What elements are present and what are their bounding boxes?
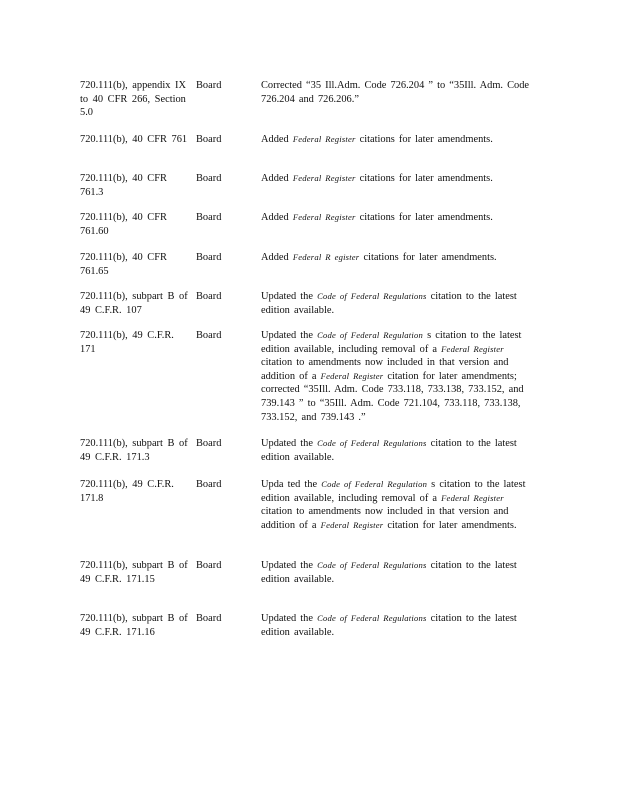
note-cell (261, 211, 533, 225)
note-text: citations for later amendments. (359, 252, 497, 263)
note-text: citations for later amendments. (355, 212, 493, 223)
italic-citation-text: Federal R egister (292, 252, 360, 262)
italic-citation-text: Code of Federal Regulations (317, 560, 427, 570)
section-cell: 720.111(b), subpart B of 49 C.F.R. 171.15 (80, 560, 188, 585)
source-cell: Board (196, 80, 222, 91)
note-text: citation to the latest edition available. (261, 560, 517, 585)
source-cell: Board (196, 291, 222, 302)
note-cell (261, 290, 533, 317)
italic-citation-text: Federal Register (320, 370, 384, 381)
note-text: Added (261, 173, 293, 184)
note-text: Corrected “35 Ill.Adm. Code 726.204 ” to “35Ill. Adm. Code 726.204 and 726.206.” (261, 80, 530, 105)
note-text: citation to amendments now included in that version and addition of a (261, 506, 509, 531)
note-text: citation for later amendments; corrected “35Ill. Adm. Code 733.118, 733.138, 733.152, and 739.143 ” to “35Ill. Adm. Code 721.104, 733.118, 733.138, 733.152, and 739.143 .” (261, 370, 524, 423)
note-text: citation to amendments now included in that version and addition of a (261, 357, 509, 382)
note-cell (261, 612, 533, 639)
section-cell: 720.111(b), 40 CFR 761.60 (80, 212, 167, 237)
note-cell (261, 559, 533, 586)
note-text: citations for later amendments. (355, 173, 493, 184)
note-text: Updated the (261, 613, 318, 624)
note-cell (261, 172, 533, 186)
italic-citation-text: Code of Federal Regulations (317, 613, 427, 623)
note-text: Updated the (261, 560, 318, 571)
note-text: citations for later amendments. (355, 134, 493, 145)
italic-citation-text: Federal Register (320, 519, 384, 530)
source-cell: Board (196, 212, 222, 223)
note-text: Added (261, 252, 293, 263)
italic-citation-text: Federal Register (292, 134, 356, 144)
note-cell (261, 329, 533, 424)
italic-citation-text: Code of Federal Regulations (317, 291, 427, 301)
section-cell: 720.111(b), subpart B of 49 C.F.R. 171.16 (80, 613, 188, 638)
source-cell: Board (196, 173, 222, 184)
source-cell: Board (196, 330, 222, 341)
note-text: citation to the latest edition available. (261, 438, 517, 463)
note-cell (261, 133, 533, 147)
note-cell (261, 437, 533, 464)
note-cell (261, 79, 533, 106)
note-text: Updated the (261, 291, 318, 302)
italic-citation-text: Code of Federal Regulation (321, 479, 428, 489)
source-cell: Board (196, 252, 222, 263)
note-cell (261, 251, 533, 265)
note-text: s citation to the latest edition available, including removal of a (261, 479, 526, 504)
section-cell: 720.111(b), appendix IX to 40 CFR 266, Section 5.0 (80, 80, 186, 119)
note-text: Added (261, 134, 293, 145)
note-text: Upda ted the (261, 479, 322, 490)
note-text: Updated the (261, 438, 318, 449)
note-text: citation for later amendments. (383, 519, 517, 531)
source-cell: Board (196, 438, 222, 449)
section-cell: 720.111(b), subpart B of 49 C.F.R. 107 (80, 291, 188, 316)
section-cell: 720.111(b), subpart B of 49 C.F.R. 171.3 (80, 438, 188, 463)
note-text: s citation to the latest edition available, including removal of a (261, 330, 522, 355)
note-text: Added (261, 212, 293, 223)
italic-citation-text: Code of Federal Regulations (317, 438, 427, 448)
note-text: citation to the latest edition available. (261, 291, 517, 316)
note-cell (261, 478, 533, 532)
source-cell: Board (196, 613, 222, 624)
section-cell: 720.111(b), 49 C.F.R. 171 (80, 330, 174, 355)
italic-citation-text: Federal Register (292, 212, 356, 222)
italic-citation-text: Federal Register (441, 492, 504, 503)
section-cell: 720.111(b), 40 CFR 761.65 (80, 252, 167, 277)
italic-citation-text: Federal Register (292, 173, 356, 183)
source-cell: Board (196, 560, 222, 571)
source-cell: Board (196, 134, 222, 145)
section-cell: 720.111(b), 40 CFR 761.3 (80, 173, 167, 198)
section-cell: 720.111(b), 49 C.F.R. 171.8 (80, 479, 174, 504)
italic-citation-text: Federal Register (441, 343, 504, 354)
note-text: citation to the latest edition available. (261, 613, 517, 638)
italic-citation-text: Code of Federal Regulation (317, 330, 423, 340)
note-text: Updated the (261, 330, 318, 341)
section-cell: 720.111(b), 40 CFR 761 (80, 134, 188, 145)
source-cell: Board (196, 479, 222, 490)
